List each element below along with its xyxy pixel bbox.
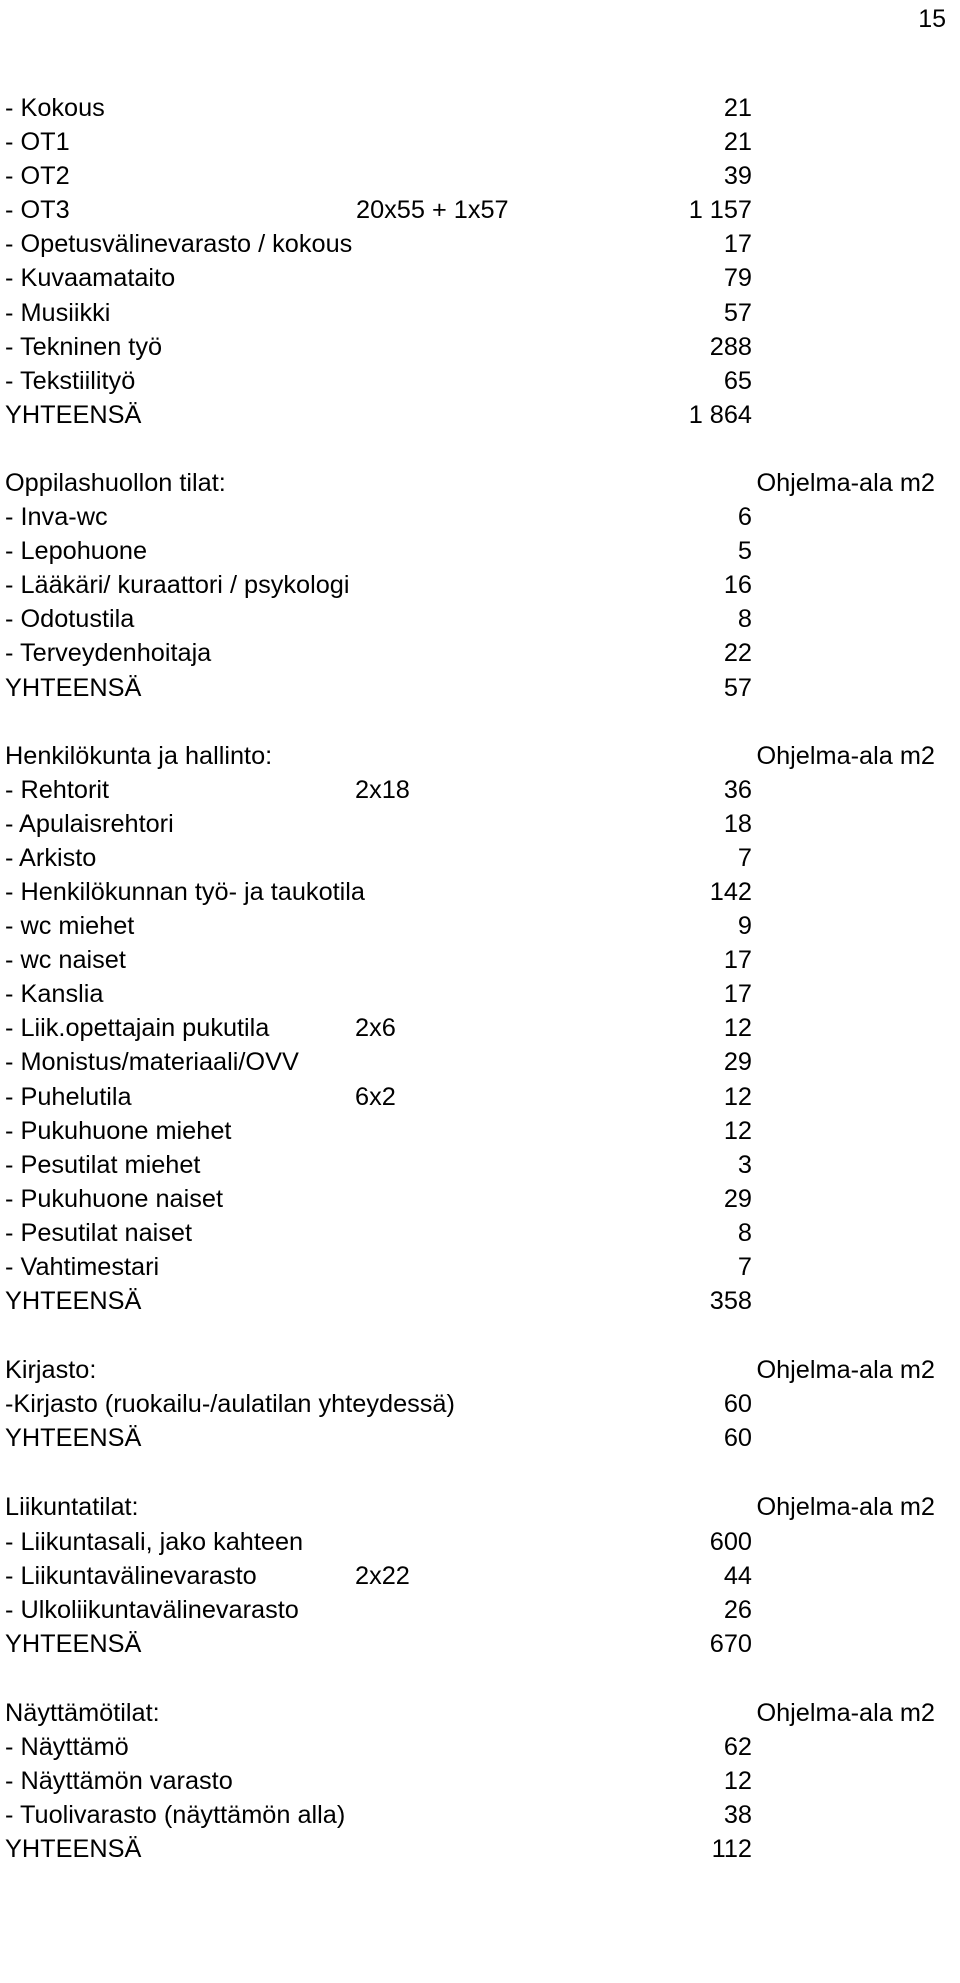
row-label: -Kirjasto (ruokailu-/aulatilan yhteydessä)	[5, 1390, 455, 1419]
page-number: 15	[918, 5, 946, 33]
row-value: 36	[723, 775, 752, 804]
table-row	[5, 261, 945, 295]
table-row	[5, 1559, 945, 1593]
row-value: 600	[709, 1527, 752, 1556]
row-value: 60	[723, 1390, 752, 1419]
row-value: 12	[723, 1082, 752, 1111]
table-row	[5, 534, 945, 568]
table-row	[5, 1798, 945, 1832]
row-value: 12	[723, 1116, 752, 1145]
row-multiplier: 20x55 + 1x57	[356, 196, 509, 225]
table-row	[5, 875, 945, 909]
section-kirjasto	[5, 1353, 945, 1455]
column-header: Ohjelma-ala m2	[756, 1356, 935, 1385]
section-spacer	[5, 432, 945, 466]
row-value: 3	[737, 1150, 752, 1179]
row-value: 16	[723, 571, 752, 600]
table-row	[5, 909, 945, 943]
row-label: - Pesutilat naiset	[5, 1218, 193, 1247]
row-value: 7	[737, 1253, 752, 1281]
row-label: - Opetusvälinevarasto / kokous	[5, 230, 353, 259]
table-row	[5, 1387, 945, 1421]
section-liikunta	[5, 1490, 945, 1660]
section-nayttamo	[5, 1696, 945, 1866]
column-header: Ohjelma-ala m2	[756, 741, 935, 770]
table-row	[5, 841, 945, 875]
row-value: 57	[723, 298, 752, 327]
row-value: 79	[723, 264, 752, 293]
row-value: 18	[723, 809, 752, 838]
total-label: YHTEENSÄ	[5, 1835, 142, 1864]
total-value: 670	[709, 1629, 752, 1658]
row-value: 29	[723, 1048, 752, 1077]
row-label: - Pesutilat miehet	[5, 1150, 201, 1179]
table-row	[5, 1730, 945, 1764]
total-label: YHTEENSÄ	[5, 1629, 142, 1658]
section-henkilokunta	[5, 739, 945, 1319]
row-multiplier: 2x6	[355, 1014, 396, 1043]
section-spacer	[5, 705, 945, 739]
row-value: 17	[723, 946, 752, 975]
row-value: 12	[723, 1014, 752, 1043]
section-header	[5, 1490, 945, 1524]
row-value: 65	[723, 366, 752, 395]
row-label: - Henkilökunnan työ- ja taukotila	[5, 877, 365, 906]
section-header	[5, 466, 945, 500]
table-row	[5, 636, 945, 670]
table-row	[5, 125, 945, 159]
row-value: 12	[723, 1767, 752, 1796]
table-row	[5, 1148, 945, 1182]
row-value: 5	[737, 537, 752, 566]
section-title: Oppilashuollon tilat:	[5, 468, 226, 497]
section-header	[5, 1353, 945, 1387]
table-row	[5, 1182, 945, 1216]
total-value: 358	[709, 1287, 752, 1316]
row-label: - Pukuhuone miehet	[5, 1116, 232, 1145]
total-value: 1 864	[688, 400, 752, 429]
row-value: 288	[709, 332, 752, 361]
table-row	[5, 807, 945, 841]
row-label: - Inva-wc	[5, 503, 108, 532]
row-value: 142	[709, 877, 752, 906]
row-label: - Lepohuone	[5, 537, 148, 566]
total-row	[5, 1832, 945, 1866]
section-title: Näyttämötilat:	[5, 1698, 160, 1727]
row-multiplier: 6x2	[355, 1082, 396, 1111]
section-opetus	[5, 91, 945, 432]
table-row	[5, 159, 945, 193]
row-multiplier: 2x22	[355, 1561, 410, 1590]
table-row	[5, 1080, 945, 1114]
space-program-table	[5, 91, 945, 1866]
row-label: - Liik.opettajain pukutila	[5, 1014, 270, 1043]
section-header	[5, 739, 945, 773]
row-value: 6	[737, 503, 752, 532]
row-value: 1 157	[688, 196, 752, 225]
row-value: 39	[723, 162, 752, 191]
row-label: - OT1	[5, 128, 70, 157]
table-row	[5, 1764, 945, 1798]
table-row	[5, 193, 945, 227]
row-value: 22	[723, 639, 752, 668]
row-label: - Musiikki	[5, 298, 111, 327]
row-value: 17	[723, 980, 752, 1009]
total-row	[5, 398, 945, 432]
row-value: 8	[737, 605, 752, 634]
row-value: 17	[723, 230, 752, 259]
row-value: 9	[737, 912, 752, 941]
section-title: Henkilökunta ja hallinto:	[5, 741, 273, 770]
row-label: - Apulaisrehtori	[5, 809, 174, 838]
table-row	[5, 568, 945, 602]
total-label: YHTEENSÄ	[5, 673, 142, 702]
table-row	[5, 500, 945, 534]
row-value: 29	[723, 1184, 752, 1213]
table-row	[5, 330, 945, 364]
total-row	[5, 1421, 945, 1455]
table-row	[5, 602, 945, 636]
table-row	[5, 977, 945, 1011]
total-value: 112	[711, 1835, 752, 1864]
row-label: - Tekninen työ	[5, 332, 163, 361]
table-row	[5, 296, 945, 330]
section-title: Liikuntatilat:	[5, 1493, 139, 1522]
section-oppilashuolto	[5, 466, 945, 705]
row-label: - Näyttämön varasto	[5, 1767, 233, 1796]
section-title: Kirjasto:	[5, 1356, 97, 1385]
section-spacer	[5, 1661, 945, 1696]
row-label: - Monistus/materiaali/OVV	[5, 1048, 299, 1077]
row-label: - Tekstiilityö	[5, 366, 136, 395]
table-row	[5, 1250, 945, 1284]
table-row	[5, 1045, 945, 1079]
section-spacer	[5, 1318, 945, 1353]
row-label: - OT3	[5, 196, 70, 225]
total-row	[5, 1627, 945, 1661]
row-multiplier: 2x18	[355, 775, 410, 804]
total-row	[5, 671, 945, 705]
row-label: - Vahtimestari	[5, 1253, 160, 1281]
table-row	[5, 773, 945, 807]
row-label: - Arkisto	[5, 843, 97, 872]
row-value: 8	[737, 1218, 752, 1247]
total-value: 60	[723, 1424, 752, 1453]
table-row	[5, 1011, 945, 1045]
row-label: - Näyttämö	[5, 1733, 129, 1762]
table-row	[5, 943, 945, 977]
row-label: - OT2	[5, 162, 70, 191]
row-value: 21	[723, 128, 752, 157]
row-label: - Kanslia	[5, 980, 104, 1009]
column-header: Ohjelma-ala m2	[756, 468, 935, 497]
row-label: - wc miehet	[5, 912, 135, 941]
row-label: - Lääkäri/ kuraattori / psykologi	[5, 571, 350, 600]
table-row	[5, 364, 945, 398]
table-row	[5, 1593, 945, 1627]
row-value: 38	[723, 1801, 752, 1830]
table-row	[5, 1216, 945, 1250]
row-label: - Rehtorit	[5, 775, 110, 804]
row-label: - Odotustila	[5, 605, 135, 634]
total-label: YHTEENSÄ	[5, 1287, 142, 1316]
row-label: - Pukuhuone naiset	[5, 1184, 223, 1213]
total-label: YHTEENSÄ	[5, 1424, 142, 1453]
row-label: - Tuolivarasto (näyttämön alla)	[5, 1801, 346, 1830]
row-label: - Kuvaamataito	[5, 264, 176, 293]
table-row	[5, 1114, 945, 1148]
row-value: 7	[737, 843, 752, 872]
total-label: YHTEENSÄ	[5, 400, 142, 429]
row-value: 62	[723, 1733, 752, 1762]
column-header: Ohjelma-ala m2	[756, 1698, 935, 1727]
row-value: 44	[723, 1561, 752, 1590]
row-value: 26	[723, 1595, 752, 1624]
row-label: - Liikuntavälinevarasto	[5, 1561, 257, 1590]
row-label: - wc naiset	[5, 946, 126, 975]
row-label: - Kokous	[5, 94, 105, 122]
row-label: - Terveydenhoitaja	[5, 639, 212, 668]
total-value: 57	[723, 673, 752, 702]
section-spacer	[5, 1455, 945, 1490]
table-row	[5, 1525, 945, 1559]
section-header	[5, 1696, 945, 1730]
row-value: 21	[723, 94, 752, 122]
row-label: - Ulkoliikuntavälinevarasto	[5, 1595, 299, 1624]
table-row	[5, 227, 945, 261]
total-row	[5, 1284, 945, 1318]
table-row	[5, 91, 945, 125]
row-label: - Liikuntasali, jako kahteen	[5, 1527, 304, 1556]
row-label: - Puhelutila	[5, 1082, 132, 1111]
column-header: Ohjelma-ala m2	[756, 1493, 935, 1522]
